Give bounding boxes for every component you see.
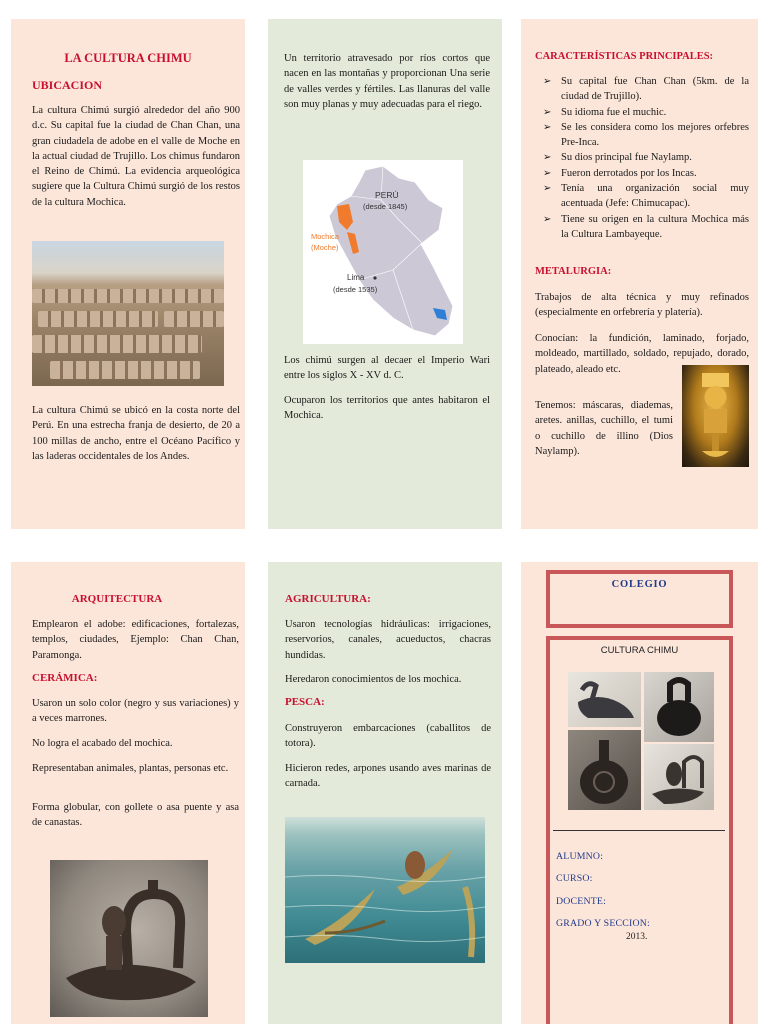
cover-box xyxy=(546,636,733,1024)
herencia-paragraph: Heredaron conocimientos de los mochica. xyxy=(285,674,462,685)
territorio-paragraph: Un territorio atravesado por ríos cortos que nacen en las montañas y proporcionan Una serie de valles verdes y fértiles. Las llanuras del valle son muy planas y muy adecuadas para el riego. xyxy=(284,53,490,110)
list-item: ➢ Fueron derrotados por los Incas. xyxy=(535,166,749,181)
chan-chan-ruins-image xyxy=(32,241,224,386)
metalurgia-paragraph-1: Trabajos de alta técnica y muy refinados (especialmente en orfebrería y platería). xyxy=(535,292,749,319)
ceramica-paragraph-1: Usaron un solo color (negro y sus variaciones) y a veces marrones. xyxy=(32,698,239,725)
list-item: ➢ Se les considera como los mejores orfebres Pre-Inca. xyxy=(535,120,749,151)
map-label-lima: Lima xyxy=(347,273,365,282)
ceramic-photo-4 xyxy=(644,744,714,810)
metalurgia-paragraph-3: Tenemos: máscaras, diademas, aretes. anillas, cuchillo, el tumi o cuchillo de illino (Dios Naylamp). xyxy=(535,400,673,457)
animal-vessel-icon xyxy=(568,672,641,727)
ubicacion-paragraph: La cultura Chimú surgió alrededor del año 900 d.c. Su capital fue la ciudad de Chan Chan, una gran ciudadela de adobe en el valle de Moche en la actual ciudad de Trujillo. Los chimus fundaron el Reino de Chimú. La evidencia arqueológica sugiere que la Cultura Chimú surgió de los restos de la cultura Mochica. xyxy=(32,105,240,208)
panel-portada xyxy=(521,562,758,1024)
ceramica-paragraph-3: Representaban animales, plantas, personas etc. xyxy=(32,763,229,774)
peru-map-graphic xyxy=(303,160,463,344)
ceramic-vessel-image xyxy=(50,860,208,1017)
ubicacion-costa-paragraph: La cultura Chimú se ubicó en la costa norte del Perú. En una estrecha franja de desierto, de 20 a 100 millas de ancho, entre el Océano Pacífico y las laderas occidentales de los Andes. xyxy=(32,405,240,462)
ceramic-photo-2 xyxy=(644,672,714,742)
map-label-peru-date: (desde 1845) xyxy=(363,202,408,211)
panel-arquitectura xyxy=(11,562,245,1024)
map-label-mochica-sub: (Moche) xyxy=(311,243,339,252)
heading-arquitectura: ARQUITECTURA xyxy=(71,593,163,605)
heading-metalurgia: METALURGIA: xyxy=(535,266,612,277)
list-item: ➢ Su capital fue Chan Chan (5km. de la ciudad de Trujillo). xyxy=(535,74,749,105)
map-label-mochica: Mochica xyxy=(311,232,339,241)
main-title: LA CULTURA CHIMU xyxy=(64,51,192,65)
year-label: 2013. xyxy=(626,932,648,942)
panel-territorio xyxy=(268,19,502,529)
arquitectura-paragraph: Emplearon el adobe: edificaciones, fortalezas, templos, ciudades, Ejemplo: Chan Chan, Paramonga. xyxy=(32,619,239,661)
gold-tumi-image xyxy=(682,365,749,467)
caracteristicas-list xyxy=(535,74,749,242)
panel-agricultura xyxy=(268,562,502,1024)
colegio-label: COLEGIO xyxy=(611,579,668,590)
wari-paragraph: Los chimú surgen al decaer el Imperio Wari entre los siglos X - XV d. C. xyxy=(284,355,490,382)
list-item: ➢ Tiene su origen en la cultura Mochica más la Cultura Lambayeque. xyxy=(535,212,749,243)
list-item: ➢ Su idioma fue el muchic. xyxy=(535,105,749,120)
heading-pesca: PESCA: xyxy=(285,696,325,708)
heading-caracteristicas: CARACTERÍSTICAS PRINCIPALES: xyxy=(535,51,714,62)
figure-vessel-icon xyxy=(644,744,714,810)
ceramic-photo-1 xyxy=(568,672,641,727)
divider-line xyxy=(553,830,725,831)
map-label-peru: PERÚ xyxy=(375,190,399,200)
ceramica-paragraph-2: No logra el acabado del mochica. xyxy=(32,738,173,749)
pesca-paragraph-2: Hicieron redes, arpones usando aves marinas de carnada. xyxy=(285,763,491,790)
peru-map xyxy=(303,160,463,344)
curso-label: CURSO: xyxy=(556,873,593,884)
heading-ceramica: CERÁMICA: xyxy=(32,672,98,684)
metalurgia-techniques: Conocían: la fundición, laminado, forjado, moldeado, martillado, soldado, repujado, dorado, plateado, aleado etc. xyxy=(535,333,749,375)
reed-boat-scene-icon xyxy=(285,817,485,963)
alumno-label: ALUMNO: xyxy=(556,851,604,862)
panel-ubicacion xyxy=(11,19,245,529)
ceramica-paragraph-4: Forma globular, con gollete o asa puente y asa de canastas. xyxy=(32,802,239,829)
black-jar-icon xyxy=(644,672,714,742)
cover-subtitle: CULTURA CHIMU xyxy=(600,645,679,656)
docente-label: DOCENTE: xyxy=(556,896,607,907)
ceramic-photo-3 xyxy=(568,730,641,810)
map-label-lima-date: (desde 1535) xyxy=(333,285,378,294)
carved-vessel-icon xyxy=(568,730,641,810)
heading-ubicacion: UBICACION xyxy=(32,78,103,92)
agricultura-paragraph: Usaron tecnologías hidráulicas: irrigaciones, reservorios, canales, acueductos, chacras hundidas. xyxy=(285,619,491,661)
panel-caracteristicas xyxy=(521,19,758,529)
colegio-box xyxy=(546,570,733,628)
pesca-paragraph-1: Construyeron embarcaciones (caballitos de totora). xyxy=(285,723,491,750)
heading-agricultura: AGRICULTURA: xyxy=(285,593,371,605)
mochica-paragraph: Ocuparon los territorios que antes habitaron el Mochica. xyxy=(284,395,490,422)
stirrup-vessel-icon xyxy=(50,860,208,1017)
list-item: ➢ Tenía una organización social muy acentuada (Jefe: Chimucapac). xyxy=(535,181,749,212)
grado-label: GRADO Y SECCION: xyxy=(556,918,650,929)
list-item: ➢ Su dios principal fue Naylamp. xyxy=(535,150,749,165)
totora-boats-image xyxy=(285,817,485,963)
tumi-figure-icon xyxy=(682,365,749,467)
